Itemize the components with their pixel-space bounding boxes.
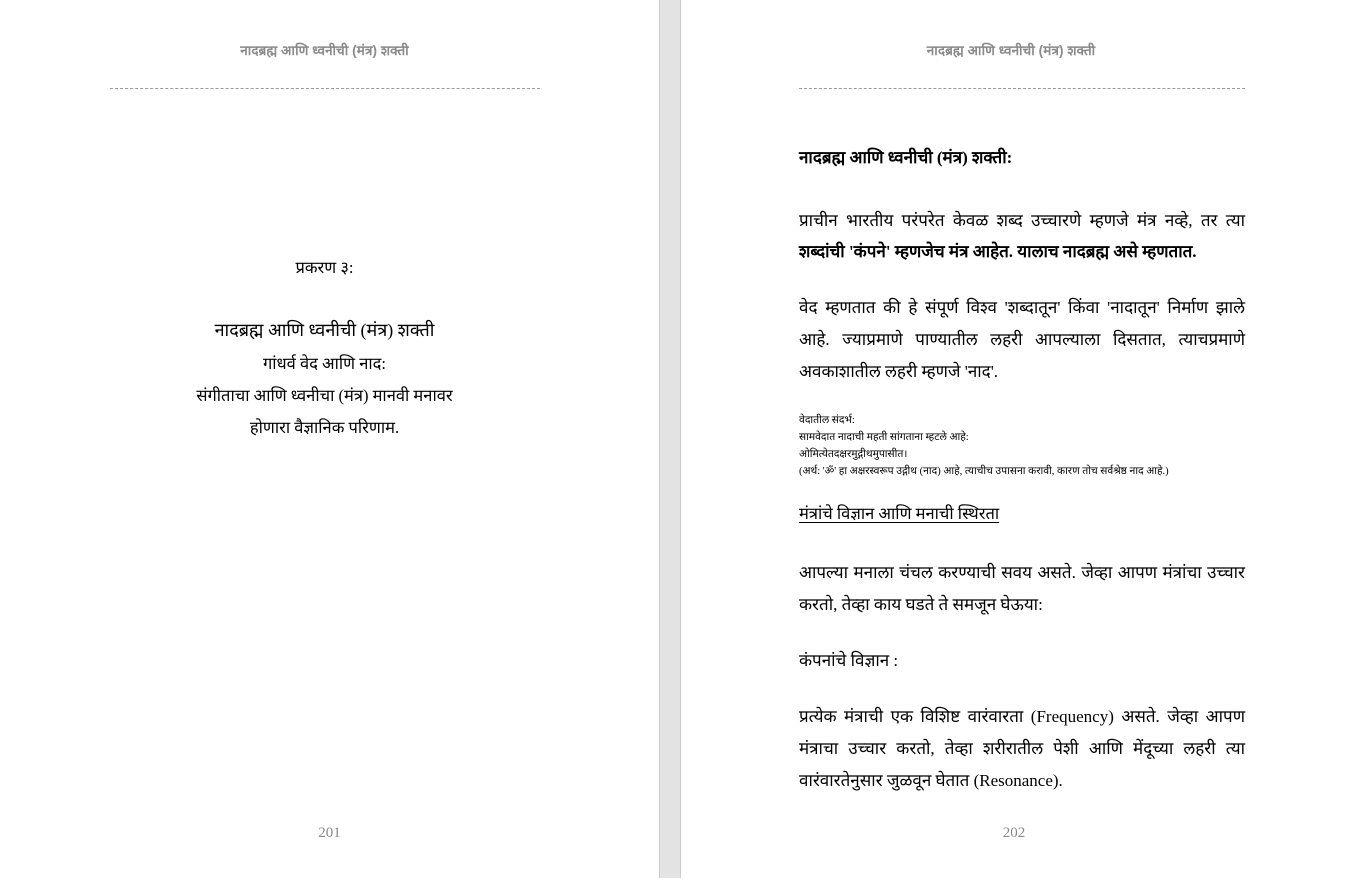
chapter-subtitle-group (0, 348, 649, 445)
paragraph-2: वेद म्हणतात की हे संपूर्ण विश्व 'शब्दातून' किंवा 'नादातून' निर्माण झाले आहे. ज्याप्रमाणे पाण्यातील लहरी आपल्याला दिसतात, त्याचप्रमाणे अवकाशातील लहरी म्हणजे 'नाद'. (799, 298, 1245, 382)
page-gutter (659, 0, 681, 878)
running-header: नादब्रह्म आणि ध्वनीची (मंत्र) शक्ती (926, 43, 1096, 58)
note-line-1: वेदातील संदर्भ: (799, 415, 855, 427)
paragraph-1-regular: प्राचीन भारतीय परंपरेत केवळ शब्द उच्चारणे म्हणजे मंत्र नव्हे, तर त्या (799, 210, 1245, 230)
paragraph-3: आपल्या मनाला चंचल करण्याची सवय असते. जेव्हा आपण मंत्रांचा उच्चार करतो, तेव्हा काय घडते ते समजून घेऊया: (799, 563, 1245, 614)
chapter-title: नादब्रह्म आणि ध्वनीची (मंत्र) शक्ती (214, 320, 435, 341)
chapter-subtitle-line-1: गांधर्व वेद आणि नाद: (262, 353, 387, 373)
vedic-reference-note (799, 412, 1245, 480)
note-line-4-meaning: (अर्थ: 'ॐ' हा अक्षरस्वरूप उद्गीथ (नाद) आहे, त्याचीच उपासना करावी, कारण तोच सर्वश्रेष्ठ नाद आहे.) (799, 466, 1169, 478)
chapter-subtitle-line-2: संगीताचा आणि ध्वनीचा (मंत्र) मानवी मनावर (196, 385, 453, 405)
page-number-left: 201 (318, 825, 341, 841)
chapter-number: प्रकरण ३: (295, 258, 354, 277)
header-divider (110, 88, 540, 89)
paragraph-5: प्रत्येक मंत्राची एक विशिष्ट वारंवारता (Frequency) असते. जेव्हा आपण मंत्राचा उच्चार करतो, तेव्हा शरीरातील पेशी आणि मेंदूच्या लहरी त्या वारंवारतेनुसार जुळवून घेतात (Resonance). (799, 706, 1245, 790)
running-header: नादब्रह्म आणि ध्वनीची (मंत्र) शक्ती (240, 43, 409, 58)
document-page-202[interactable] (681, 0, 1347, 878)
paragraph-1 (799, 205, 1245, 269)
chapter-subtitle-line-3: होणारा वैज्ञानिक परिणाम. (249, 417, 400, 437)
page-number-right: 202 (1002, 825, 1026, 841)
chapter-title-block (0, 252, 659, 444)
document-page-201[interactable] (0, 0, 659, 878)
section-subheading: मंत्रांचे विज्ञान आणि मनाची स्थिरता (799, 504, 1000, 524)
header-divider (799, 88, 1245, 89)
note-line-2: सामवेदात नादाची महती सांगताना म्हटले आहे: (799, 432, 969, 444)
section-heading: नादब्रह्म आणि ध्वनीची (मंत्र) शक्ती: (799, 148, 1013, 167)
note-line-3-sanskrit: ओमित्येतदक्षरमुद्गीथमुपासीत। (799, 449, 908, 461)
paragraph-4: कंपनांचे विज्ञान : (799, 650, 899, 670)
page-body (799, 145, 1245, 797)
paragraph-1-bold: शब्दांची 'कंपने' म्हणजेच मंत्र आहेत. यालाच नादब्रह्म असे म्हणतात. (799, 242, 1197, 262)
